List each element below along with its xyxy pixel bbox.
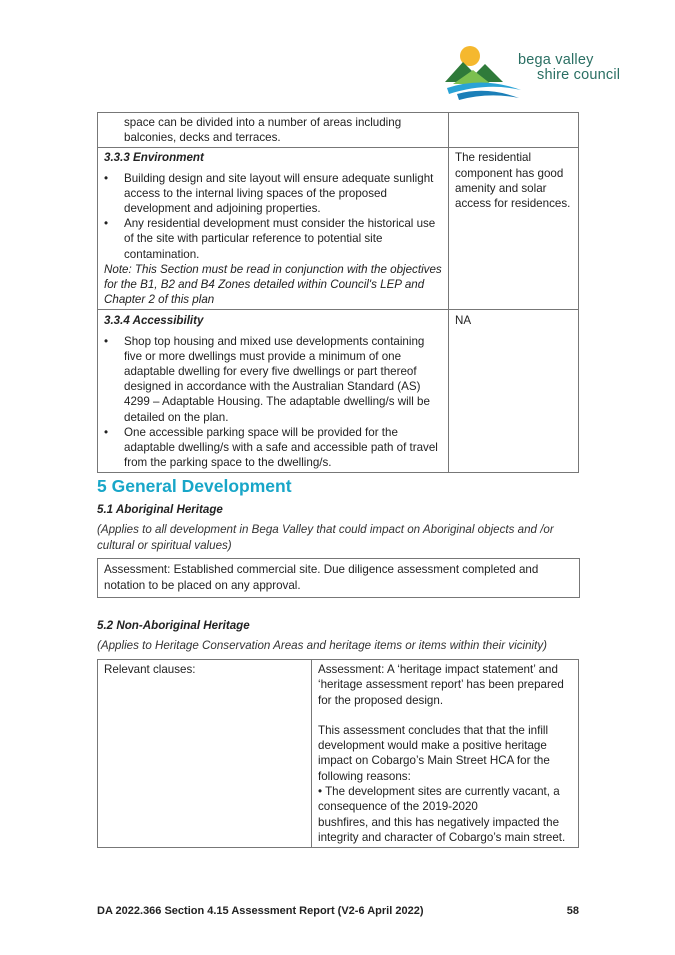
section-heading-environment: 3.3.3 Environment (104, 151, 204, 165)
table-cell (98, 148, 449, 310)
table-row (98, 148, 579, 310)
assessment-paragraph: This assessment concludes that that the infill development would make a positive heritage impact on Cobargo’s Main Street HCA for the following reasons: (318, 723, 550, 783)
logo-text-line1: bega valley (518, 52, 594, 68)
table-cell (312, 660, 579, 848)
list-item: • Shop top housing and mixed use developments containing five or more dwellings must provide a minimum of one adaptable dwelling for every five dwellings or part thereof designed in accordance with the Australian Standard (AS) 4299 – Adaptable Housing. The adaptable dwelling/s will be detailed on the plan. (124, 334, 442, 425)
logo-text-line2: shire council (537, 67, 621, 83)
table-row (98, 113, 579, 148)
assessment-paragraph: bushfires, and this has negatively impacted the integrity and character of Cobargo’s main street. (318, 815, 566, 844)
table-row (98, 310, 579, 473)
section-heading-accessibility: 3.3.4 Accessibility (104, 314, 204, 328)
controls-table (97, 112, 579, 473)
assessment-box: Assessment: Established commercial site. Due diligence assessment completed and notation to be placed on any approval. (97, 558, 580, 598)
section-title: 5 General Development (97, 476, 292, 496)
applies-text: (Applies to all development in Bega Valley that could impact on Aboriginal objects and /or cultural or spiritual values) (97, 523, 554, 552)
bullet-list (104, 171, 442, 262)
table-cell (449, 113, 579, 148)
list-item: • Building design and site layout will ensure adequate sunlight access to the internal living spaces of the proposed development and adjoining properties. (124, 171, 442, 217)
subsection-heading-aboriginal: 5.1 Aboriginal Heritage (97, 503, 223, 516)
heritage-table (97, 659, 579, 848)
council-logo (443, 42, 633, 104)
subsection-heading-non-aboriginal: 5.2 Non-Aboriginal Heritage (97, 619, 250, 632)
page-footer (97, 905, 579, 917)
assessment-paragraph: Assessment: A ‘heritage impact statement’ and ‘heritage assessment report’ has been prepared for the proposed design. (318, 663, 564, 707)
bullet-list (104, 334, 442, 471)
applies-text: (Applies to Heritage Conservation Areas and heritage items or items within their vicinity) (97, 639, 547, 652)
note-text: Note: This Section must be read in conjunction with the objectives for the B1, B2 and B4 Zones detailed within Council's LEP and Chapter 2 of this plan (104, 262, 442, 307)
table-cell: space can be divided into a number of areas including balconies, decks and terraces. (98, 113, 449, 148)
table-row (98, 660, 579, 848)
list-item: • One accessible parking space will be provided for the adaptable dwelling/s with a safe and accessible path of travel from the parking space to the dwelling/s. (124, 425, 442, 471)
assessment-paragraph: • The development sites are currently vacant, a consequence of the 2019-2020 (318, 785, 560, 814)
logo-mark-icon (443, 42, 523, 104)
table-cell: Relevant clauses: (98, 660, 312, 848)
list-item: • Any residential development must consider the historical use of the site with particular reference to potential site contamination. (124, 216, 442, 262)
page-number: 58 (566, 905, 579, 917)
table-cell: NA (449, 310, 579, 473)
footer-document-title: DA 2022.366 Section 4.15 Assessment Report (V2-6 April 2022) (97, 905, 424, 917)
table-cell (98, 310, 449, 473)
table-cell: The residential component has good amenity and solar access for residences. (449, 148, 579, 310)
